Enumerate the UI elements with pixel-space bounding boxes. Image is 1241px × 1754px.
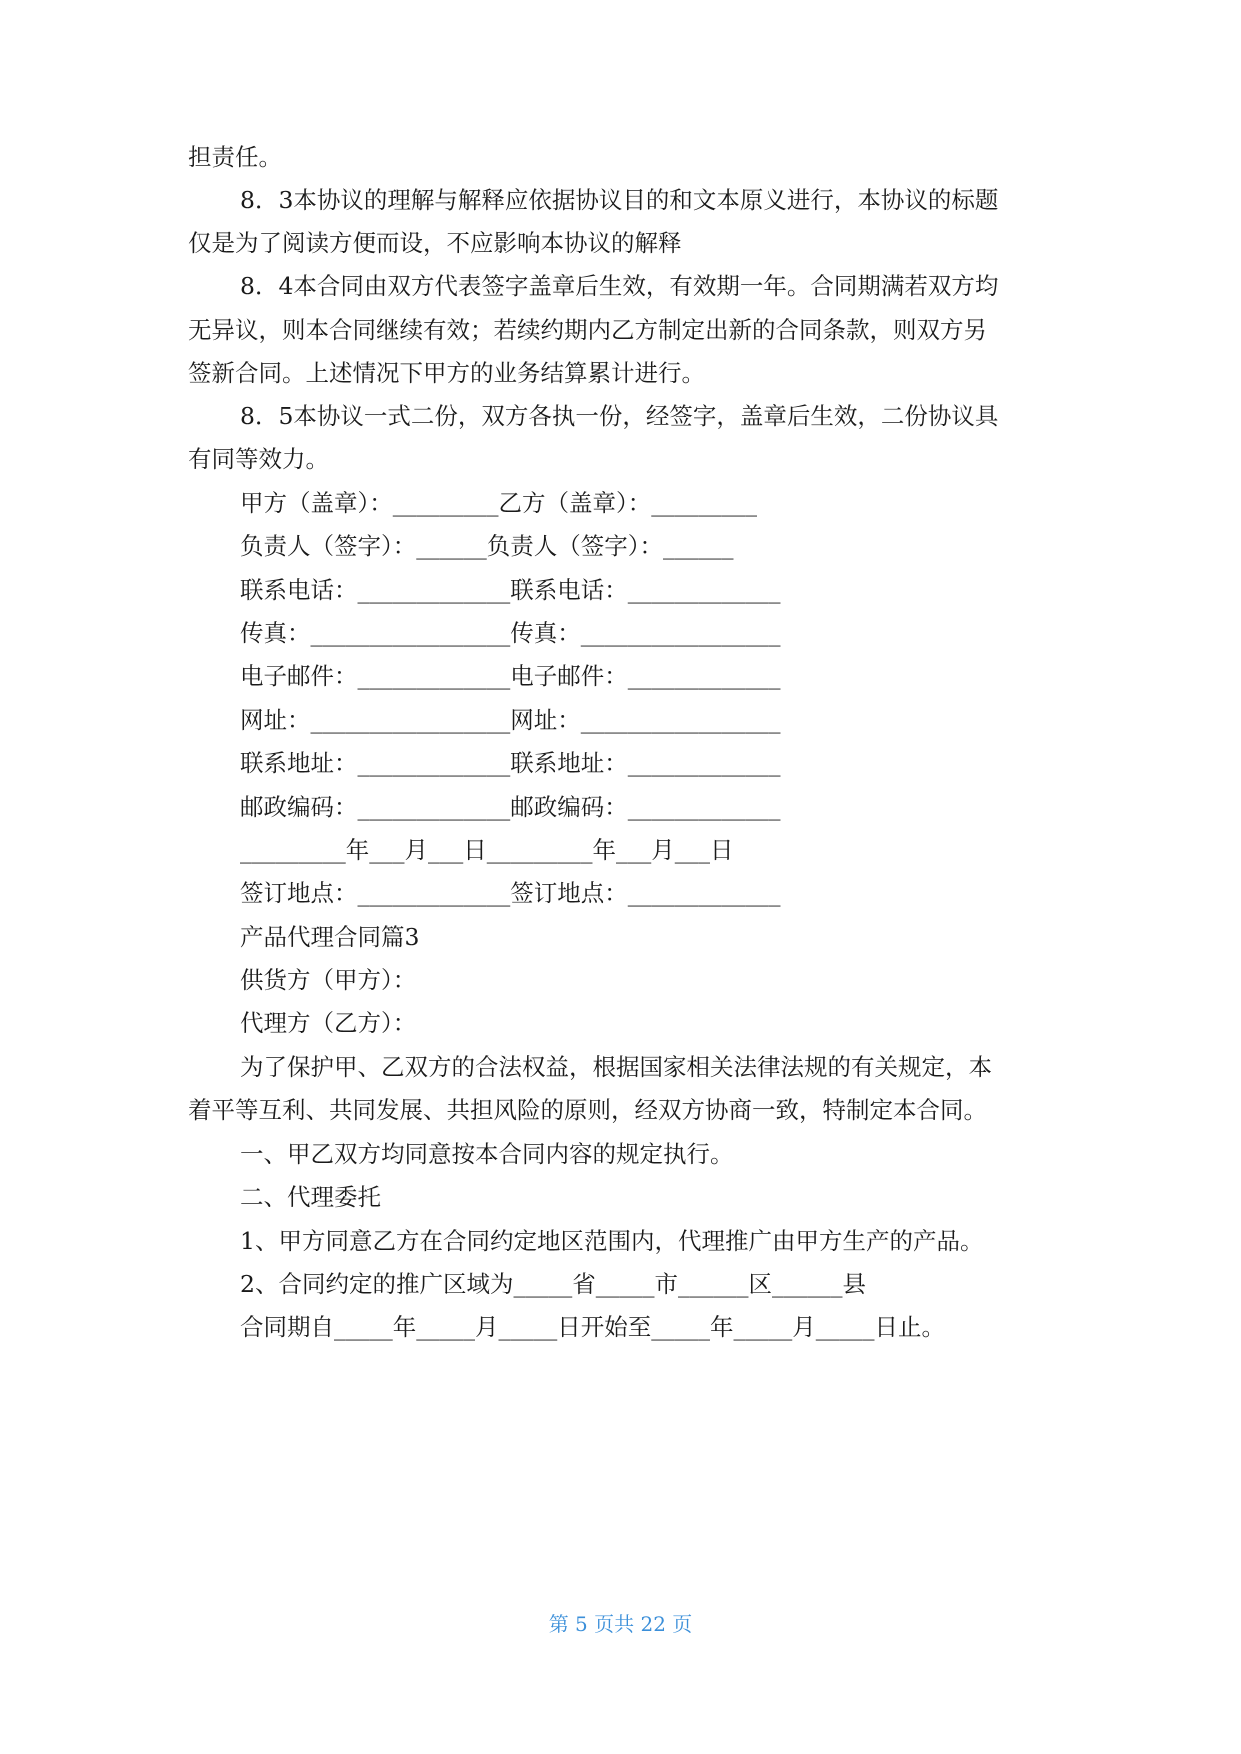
text-line: 1、甲方同意乙方在合同约定地区范围内，代理推广由甲方生产的产品。 [240,1227,984,1255]
text-line: 一、甲乙双方均同意按本合同内容的规定执行。 [240,1140,734,1168]
section-heading: 产品代理合同篇3 [240,923,420,951]
text-line: 8．4本合同由双方代表签字盖章后生效，有效期一年。合同期满若双方均 [240,272,999,300]
signature-field-row: 传真：_________________传真：_________________ [240,619,781,647]
signature-field-row: 负责人（签字）：______负责人（签字）：______ [240,532,734,560]
text-line: 2、合同约定的推广区域为_____省_____市______区______县 [240,1270,866,1298]
text-line: 签新合同。上述情况下甲方的业务结算累计进行。 [188,359,705,387]
text-line: 无异议，则本合同继续有效；若续约期内乙方制定出新的合同条款，则双方另 [188,316,987,344]
signature-field-row: 甲方（盖章）：_________乙方（盖章）：_________ [240,489,757,517]
signature-field-row: 电子邮件：_____________电子邮件：_____________ [240,662,781,690]
signature-field-row: 邮政编码：_____________邮政编码：_____________ [240,793,781,821]
signature-field-row: 网址：_________________网址：_________________ [240,706,781,734]
page-number: 第 5 页共 22 页 [548,1612,693,1636]
text-line: 有同等效力。 [188,445,329,473]
signature-field-row: 签订地点：_____________签订地点：_____________ [240,879,781,907]
signature-field-row: 联系地址：_____________联系地址：_____________ [240,749,781,777]
text-line: 代理方（乙方）： [240,1009,417,1037]
text-line: 担责任。 [188,143,282,171]
text-line: 8．5本协议一式二份，双方各执一份，经签字，盖章后生效，二份协议具 [240,402,999,430]
text-line: 二、代理委托 [240,1183,381,1211]
text-line: 合同期自_____年_____月_____日开始至_____年_____月_____日止。 [240,1313,945,1341]
signature-field-row: 联系电话：_____________联系电话：_____________ [240,576,781,604]
signature-field-row: _________年___月___日_________年___月___日 [240,836,734,864]
text-line: 供货方（甲方）： [240,966,417,994]
text-line: 仅是为了阅读方便而设，不应影响本协议的解释 [188,229,682,257]
text-line: 为了保护甲、乙双方的合法权益，根据国家相关法律法规的有关规定，本 [240,1053,992,1081]
text-line: 着平等互利、共同发展、共担风险的原则，经双方协商一致，特制定本合同。 [188,1096,987,1124]
text-line: 8．3本协议的理解与解释应依据协议目的和文本原义进行，本协议的标题 [240,186,999,214]
